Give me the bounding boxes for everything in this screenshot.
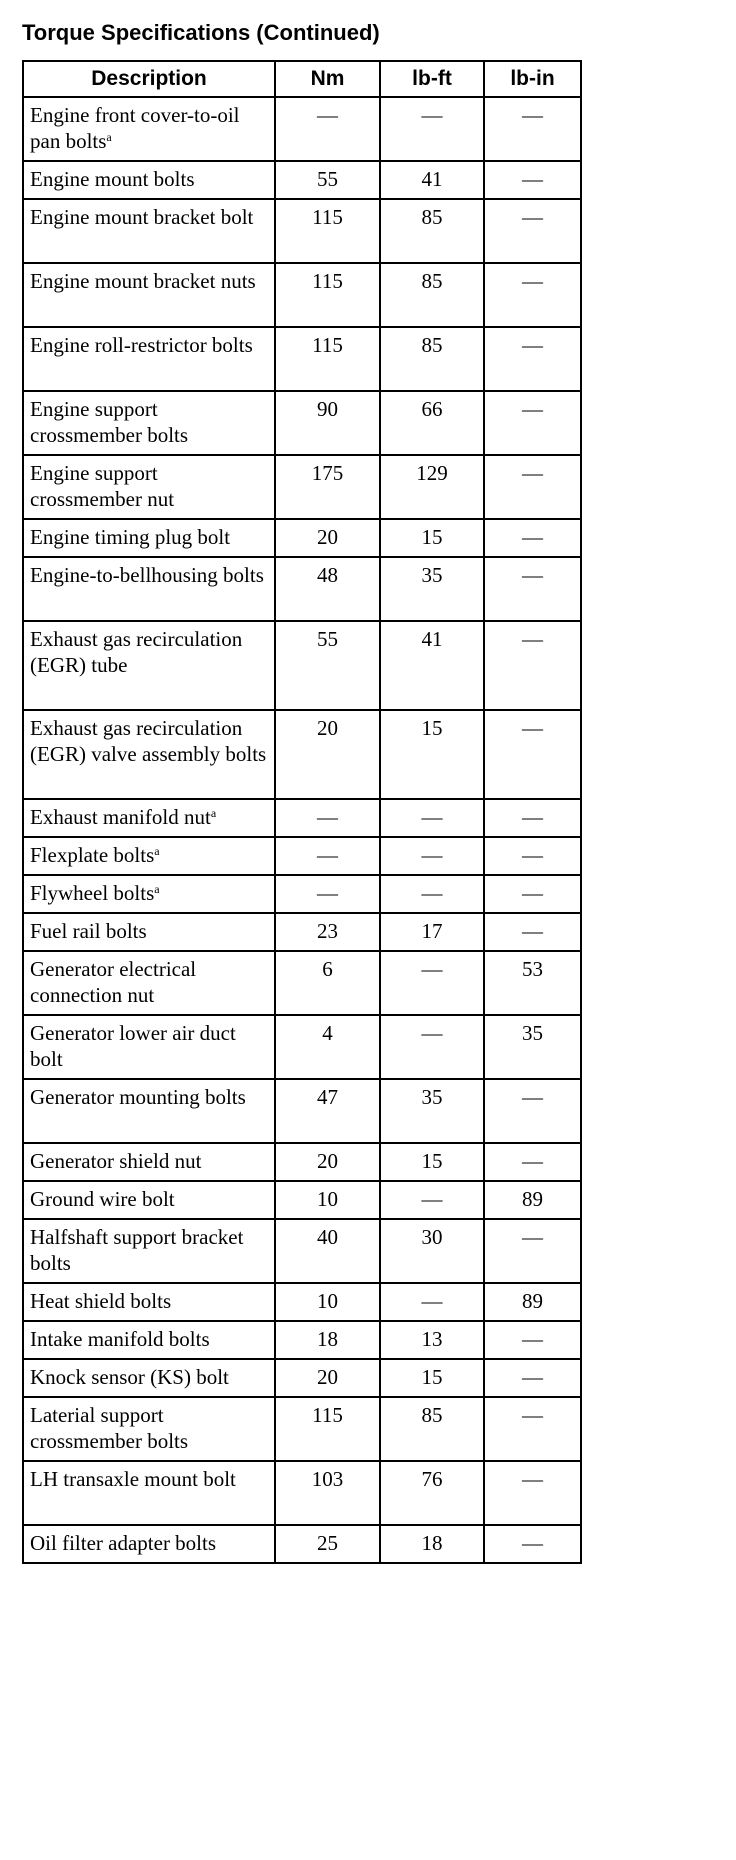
lb-in-cell: 89	[484, 1283, 581, 1321]
description-cell	[23, 1219, 275, 1283]
lb-ft-cell: 15	[380, 1143, 484, 1181]
lb-in-cell: —	[484, 161, 581, 199]
table-row	[23, 951, 581, 1015]
lb-ft-cell: 129	[380, 455, 484, 519]
table-row	[23, 1079, 581, 1143]
lb-in-cell: —	[484, 1359, 581, 1397]
table-row	[23, 1015, 581, 1079]
lb-ft-cell: 85	[380, 1397, 484, 1461]
lb-in-cell: —	[484, 799, 581, 837]
description-text: Exhaust gas recirculation (EGR) tube	[30, 627, 243, 677]
table-row	[23, 327, 581, 391]
lb-ft-cell: —	[380, 951, 484, 1015]
description-cell	[23, 913, 275, 951]
footnote-marker: a	[210, 806, 217, 820]
lb-ft-cell: 13	[380, 1321, 484, 1359]
description-cell	[23, 1283, 275, 1321]
table-row	[23, 710, 581, 799]
lb-in-cell: —	[484, 621, 581, 710]
lb-ft-cell: 18	[380, 1525, 484, 1563]
lb-in-cell: —	[484, 97, 581, 161]
description-text: Engine support crossmember nut	[30, 461, 175, 511]
table-row	[23, 1219, 581, 1283]
table-row	[23, 1397, 581, 1461]
nm-cell: 115	[275, 327, 380, 391]
nm-cell: —	[275, 97, 380, 161]
header-lb-ft: lb-ft	[380, 61, 484, 97]
description-text: Halfshaft support bracket bolts	[30, 1225, 244, 1275]
nm-cell: 20	[275, 1359, 380, 1397]
lb-in-cell: —	[484, 837, 581, 875]
description-cell	[23, 199, 275, 263]
lb-in-cell: —	[484, 1397, 581, 1461]
description-text: Flexplate bolts	[30, 843, 155, 867]
lb-ft-cell: 15	[380, 710, 484, 799]
lb-ft-cell: 85	[380, 327, 484, 391]
description-cell	[23, 1397, 275, 1461]
lb-ft-cell: 15	[380, 519, 484, 557]
lb-ft-cell: 76	[380, 1461, 484, 1525]
description-text: Fuel rail bolts	[30, 919, 147, 943]
lb-ft-cell: 35	[380, 557, 484, 621]
description-cell	[23, 557, 275, 621]
nm-cell: 90	[275, 391, 380, 455]
lb-ft-cell: 41	[380, 161, 484, 199]
lb-ft-cell: —	[380, 1015, 484, 1079]
description-text: Generator shield nut	[30, 1149, 202, 1173]
nm-cell: 10	[275, 1283, 380, 1321]
table-row	[23, 557, 581, 621]
table-row	[23, 1321, 581, 1359]
nm-cell: 175	[275, 455, 380, 519]
description-cell	[23, 837, 275, 875]
lb-in-cell: —	[484, 1143, 581, 1181]
lb-in-cell: —	[484, 1461, 581, 1525]
description-cell	[23, 1525, 275, 1563]
description-text: Knock sensor (KS) bolt	[30, 1365, 229, 1389]
description-text: Engine mount bracket bolt	[30, 205, 254, 229]
footnote-marker: a	[154, 882, 160, 896]
nm-cell: 20	[275, 710, 380, 799]
torque-spec-table	[22, 60, 582, 1564]
table-row	[23, 837, 581, 875]
lb-in-cell: —	[484, 913, 581, 951]
lb-ft-cell: —	[380, 1181, 484, 1219]
nm-cell: 40	[275, 1219, 380, 1283]
description-text: Exhaust manifold nut	[30, 805, 211, 829]
nm-cell: 18	[275, 1321, 380, 1359]
lb-in-cell: —	[484, 455, 581, 519]
nm-cell: —	[275, 837, 380, 875]
description-text: Engine support crossmember bolts	[30, 397, 189, 447]
table-row	[23, 875, 581, 913]
description-text: Engine-to-bellhousing bolts	[30, 563, 264, 587]
nm-cell: 23	[275, 913, 380, 951]
lb-in-cell: —	[484, 1321, 581, 1359]
description-text: Heat shield bolts	[30, 1289, 172, 1313]
table-row	[23, 199, 581, 263]
nm-cell: 115	[275, 263, 380, 327]
header-nm: Nm	[275, 61, 380, 97]
description-cell	[23, 799, 275, 837]
lb-ft-cell: 30	[380, 1219, 484, 1283]
description-text: Oil filter adapter bolts	[30, 1531, 217, 1555]
lb-ft-cell: 85	[380, 199, 484, 263]
lb-in-cell: —	[484, 263, 581, 327]
description-text: Flywheel bolts	[30, 881, 155, 905]
description-text: Engine timing plug bolt	[30, 525, 231, 549]
description-cell	[23, 1015, 275, 1079]
header-row	[23, 61, 581, 97]
table-row	[23, 799, 581, 837]
description-cell	[23, 710, 275, 799]
description-text: Engine mount bolts	[30, 167, 195, 191]
lb-in-cell: 89	[484, 1181, 581, 1219]
table-row	[23, 1461, 581, 1525]
lb-ft-cell: —	[380, 97, 484, 161]
nm-cell: 55	[275, 621, 380, 710]
table-row	[23, 1283, 581, 1321]
lb-ft-cell: 85	[380, 263, 484, 327]
description-cell	[23, 455, 275, 519]
header-description: Description	[23, 61, 275, 97]
table-row	[23, 1181, 581, 1219]
nm-cell: 6	[275, 951, 380, 1015]
nm-cell: 115	[275, 1397, 380, 1461]
description-cell	[23, 951, 275, 1015]
description-text: LH transaxle mount bolt	[30, 1467, 236, 1491]
description-text: Intake manifold bolts	[30, 1327, 210, 1351]
nm-cell: 55	[275, 161, 380, 199]
description-cell	[23, 1359, 275, 1397]
lb-ft-cell: 41	[380, 621, 484, 710]
description-text: Exhaust gas recirculation (EGR) valve assembly bolts	[30, 716, 267, 766]
description-cell	[23, 1143, 275, 1181]
footnote-marker: a	[154, 844, 160, 858]
nm-cell: 103	[275, 1461, 380, 1525]
nm-cell: 25	[275, 1525, 380, 1563]
lb-ft-cell: —	[380, 875, 484, 913]
lb-in-cell: —	[484, 1079, 581, 1143]
nm-cell: 10	[275, 1181, 380, 1219]
description-text: Engine roll-restrictor bolts	[30, 333, 253, 357]
table-row	[23, 1359, 581, 1397]
lb-ft-cell: 35	[380, 1079, 484, 1143]
lb-ft-cell: —	[380, 799, 484, 837]
table-row	[23, 621, 581, 710]
description-text: Engine front cover-to-oil pan bolts	[30, 103, 240, 153]
lb-in-cell: 35	[484, 1015, 581, 1079]
description-cell	[23, 875, 275, 913]
description-cell	[23, 519, 275, 557]
page-title: Torque Specifications (Continued)	[22, 20, 380, 45]
nm-cell: —	[275, 799, 380, 837]
lb-in-cell: —	[484, 327, 581, 391]
nm-cell: 47	[275, 1079, 380, 1143]
lb-ft-cell: —	[380, 1283, 484, 1321]
nm-cell: 4	[275, 1015, 380, 1079]
lb-in-cell: —	[484, 199, 581, 263]
table-row	[23, 263, 581, 327]
description-text: Engine mount bracket nuts	[30, 269, 256, 293]
lb-ft-cell: 17	[380, 913, 484, 951]
nm-cell: 115	[275, 199, 380, 263]
nm-cell: 20	[275, 1143, 380, 1181]
table-row	[23, 1525, 581, 1563]
lb-in-cell: —	[484, 710, 581, 799]
description-cell	[23, 391, 275, 455]
lb-ft-cell: 66	[380, 391, 484, 455]
table-row	[23, 391, 581, 455]
lb-in-cell: —	[484, 557, 581, 621]
lb-in-cell: —	[484, 875, 581, 913]
description-cell	[23, 1079, 275, 1143]
description-cell	[23, 327, 275, 391]
footnote-marker: a	[106, 130, 112, 144]
lb-in-cell: —	[484, 1219, 581, 1283]
description-cell	[23, 161, 275, 199]
description-cell	[23, 1321, 275, 1359]
table-row	[23, 97, 581, 161]
lb-in-cell: 53	[484, 951, 581, 1015]
description-cell	[23, 621, 275, 710]
description-cell	[23, 97, 275, 161]
table-row	[23, 1143, 581, 1181]
description-cell	[23, 263, 275, 327]
lb-in-cell: —	[484, 1525, 581, 1563]
lb-ft-cell: 15	[380, 1359, 484, 1397]
nm-cell: 48	[275, 557, 380, 621]
table-row	[23, 455, 581, 519]
description-text: Generator electrical connection nut	[30, 957, 197, 1007]
description-text: Generator mounting bolts	[30, 1085, 246, 1109]
lb-in-cell: —	[484, 519, 581, 557]
nm-cell: —	[275, 875, 380, 913]
lb-ft-cell: —	[380, 837, 484, 875]
description-text: Laterial support crossmember bolts	[30, 1403, 189, 1453]
table-row	[23, 161, 581, 199]
description-cell	[23, 1181, 275, 1219]
description-text: Generator lower air duct bolt	[30, 1021, 236, 1071]
table-body	[23, 97, 581, 1563]
header-lb-in: lb-in	[484, 61, 581, 97]
table-row	[23, 519, 581, 557]
description-cell	[23, 1461, 275, 1525]
table-row	[23, 913, 581, 951]
nm-cell: 20	[275, 519, 380, 557]
description-text: Ground wire bolt	[30, 1187, 175, 1211]
lb-in-cell: —	[484, 391, 581, 455]
